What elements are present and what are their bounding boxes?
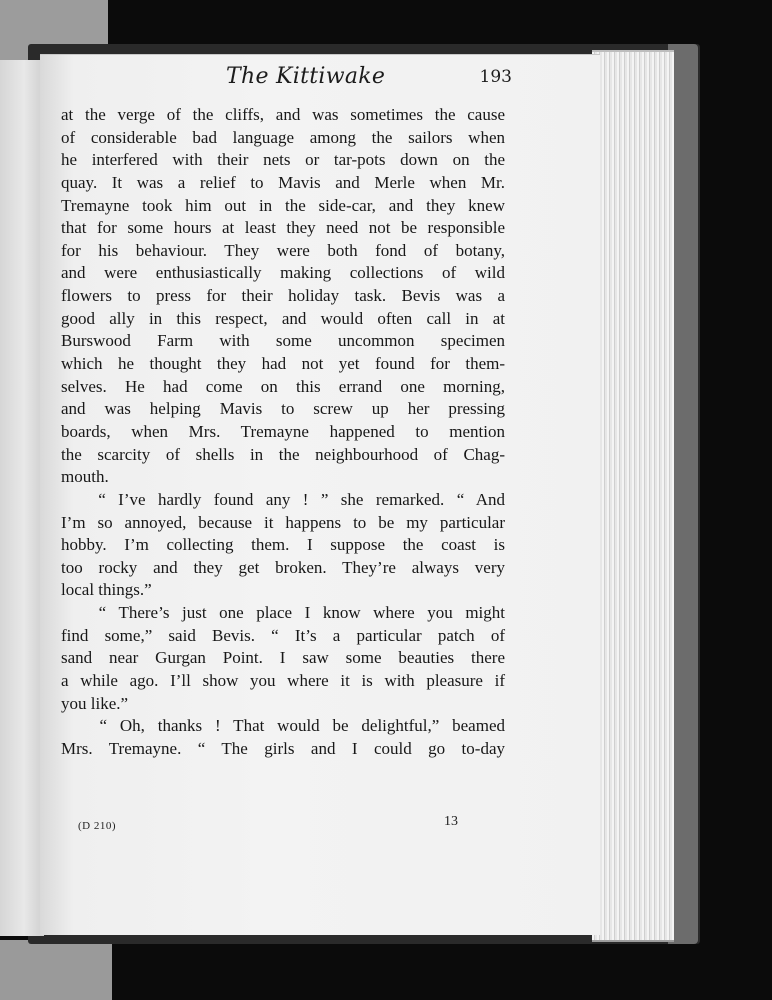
text-line: mouth. <box>61 467 109 487</box>
page-footer <box>78 814 478 838</box>
text-line: you like.” <box>61 693 129 713</box>
text-line: too rocky and they get broken. They’re always very <box>61 557 505 577</box>
text-line: the scarcity of shells in the neighbourhood of Chag- <box>61 444 505 464</box>
text-line: flowers to press for their holiday task. Bevis was a <box>61 286 505 306</box>
text-line: I’m so annoyed, because it happens to be my particular <box>61 512 505 532</box>
gathering-number: 13 <box>444 814 458 829</box>
text-line: “ There’s just one place I know where you might <box>61 603 505 623</box>
text-line: selves. He had come on this errand one morning, <box>61 376 505 396</box>
text-line: at the verge of the cliffs, and was sometimes the cause <box>61 105 505 124</box>
text-line: “ I’ve hardly found any ! ” she remarked. “ And <box>61 489 505 509</box>
text-line: Mrs. Tremayne. “ The girls and I could go to-day <box>61 738 505 758</box>
text-line: hobby. I’m collecting them. I suppose the coast is <box>61 535 505 555</box>
text-line: and were enthusiastically making collections of wild <box>61 263 505 283</box>
text-line: a while ago. I’ll show you where it is with pleasure if <box>61 671 505 691</box>
page-number: 193 <box>479 67 512 87</box>
background-strip <box>0 940 112 1000</box>
signature-mark: (D 210) <box>78 820 117 832</box>
body-text <box>61 104 505 761</box>
text-line: he interfered with their nets or tar-pots down on the <box>61 150 505 170</box>
text-line: which he thought they had not yet found for them- <box>61 354 505 374</box>
page-header <box>60 64 520 94</box>
text-line: Tremayne took him out in the side-car, and they knew <box>61 195 505 215</box>
running-title: The Kittiwake <box>226 64 386 89</box>
text-line: boards, when Mrs. Tremayne happened to mention <box>61 421 505 441</box>
text-line: good ally in this respect, and would often call in at <box>61 308 505 328</box>
previous-page-edge <box>0 60 44 936</box>
text-line: of considerable bad language among the sailors when <box>61 127 505 147</box>
text-line: and was helping Mavis to screw up her pressing <box>61 399 505 419</box>
text-line: Burswood Farm with some uncommon specimen <box>61 331 505 351</box>
text-line: for his behaviour. They were both fond of botany, <box>61 240 505 260</box>
text-line: local things.” <box>61 580 152 600</box>
text-line: quay. It was a relief to Mavis and Merle when Mr. <box>61 172 505 192</box>
text-line: find some,” said Bevis. “ It’s a particular patch of <box>61 625 505 645</box>
text-line: sand near Gurgan Point. I saw some beauties there <box>61 648 505 668</box>
text-line: “ Oh, thanks ! That would be delightful,” beamed <box>61 716 505 736</box>
text-line: that for some hours at least they need not be responsible <box>61 218 505 238</box>
page-stack-edge <box>592 50 674 942</box>
